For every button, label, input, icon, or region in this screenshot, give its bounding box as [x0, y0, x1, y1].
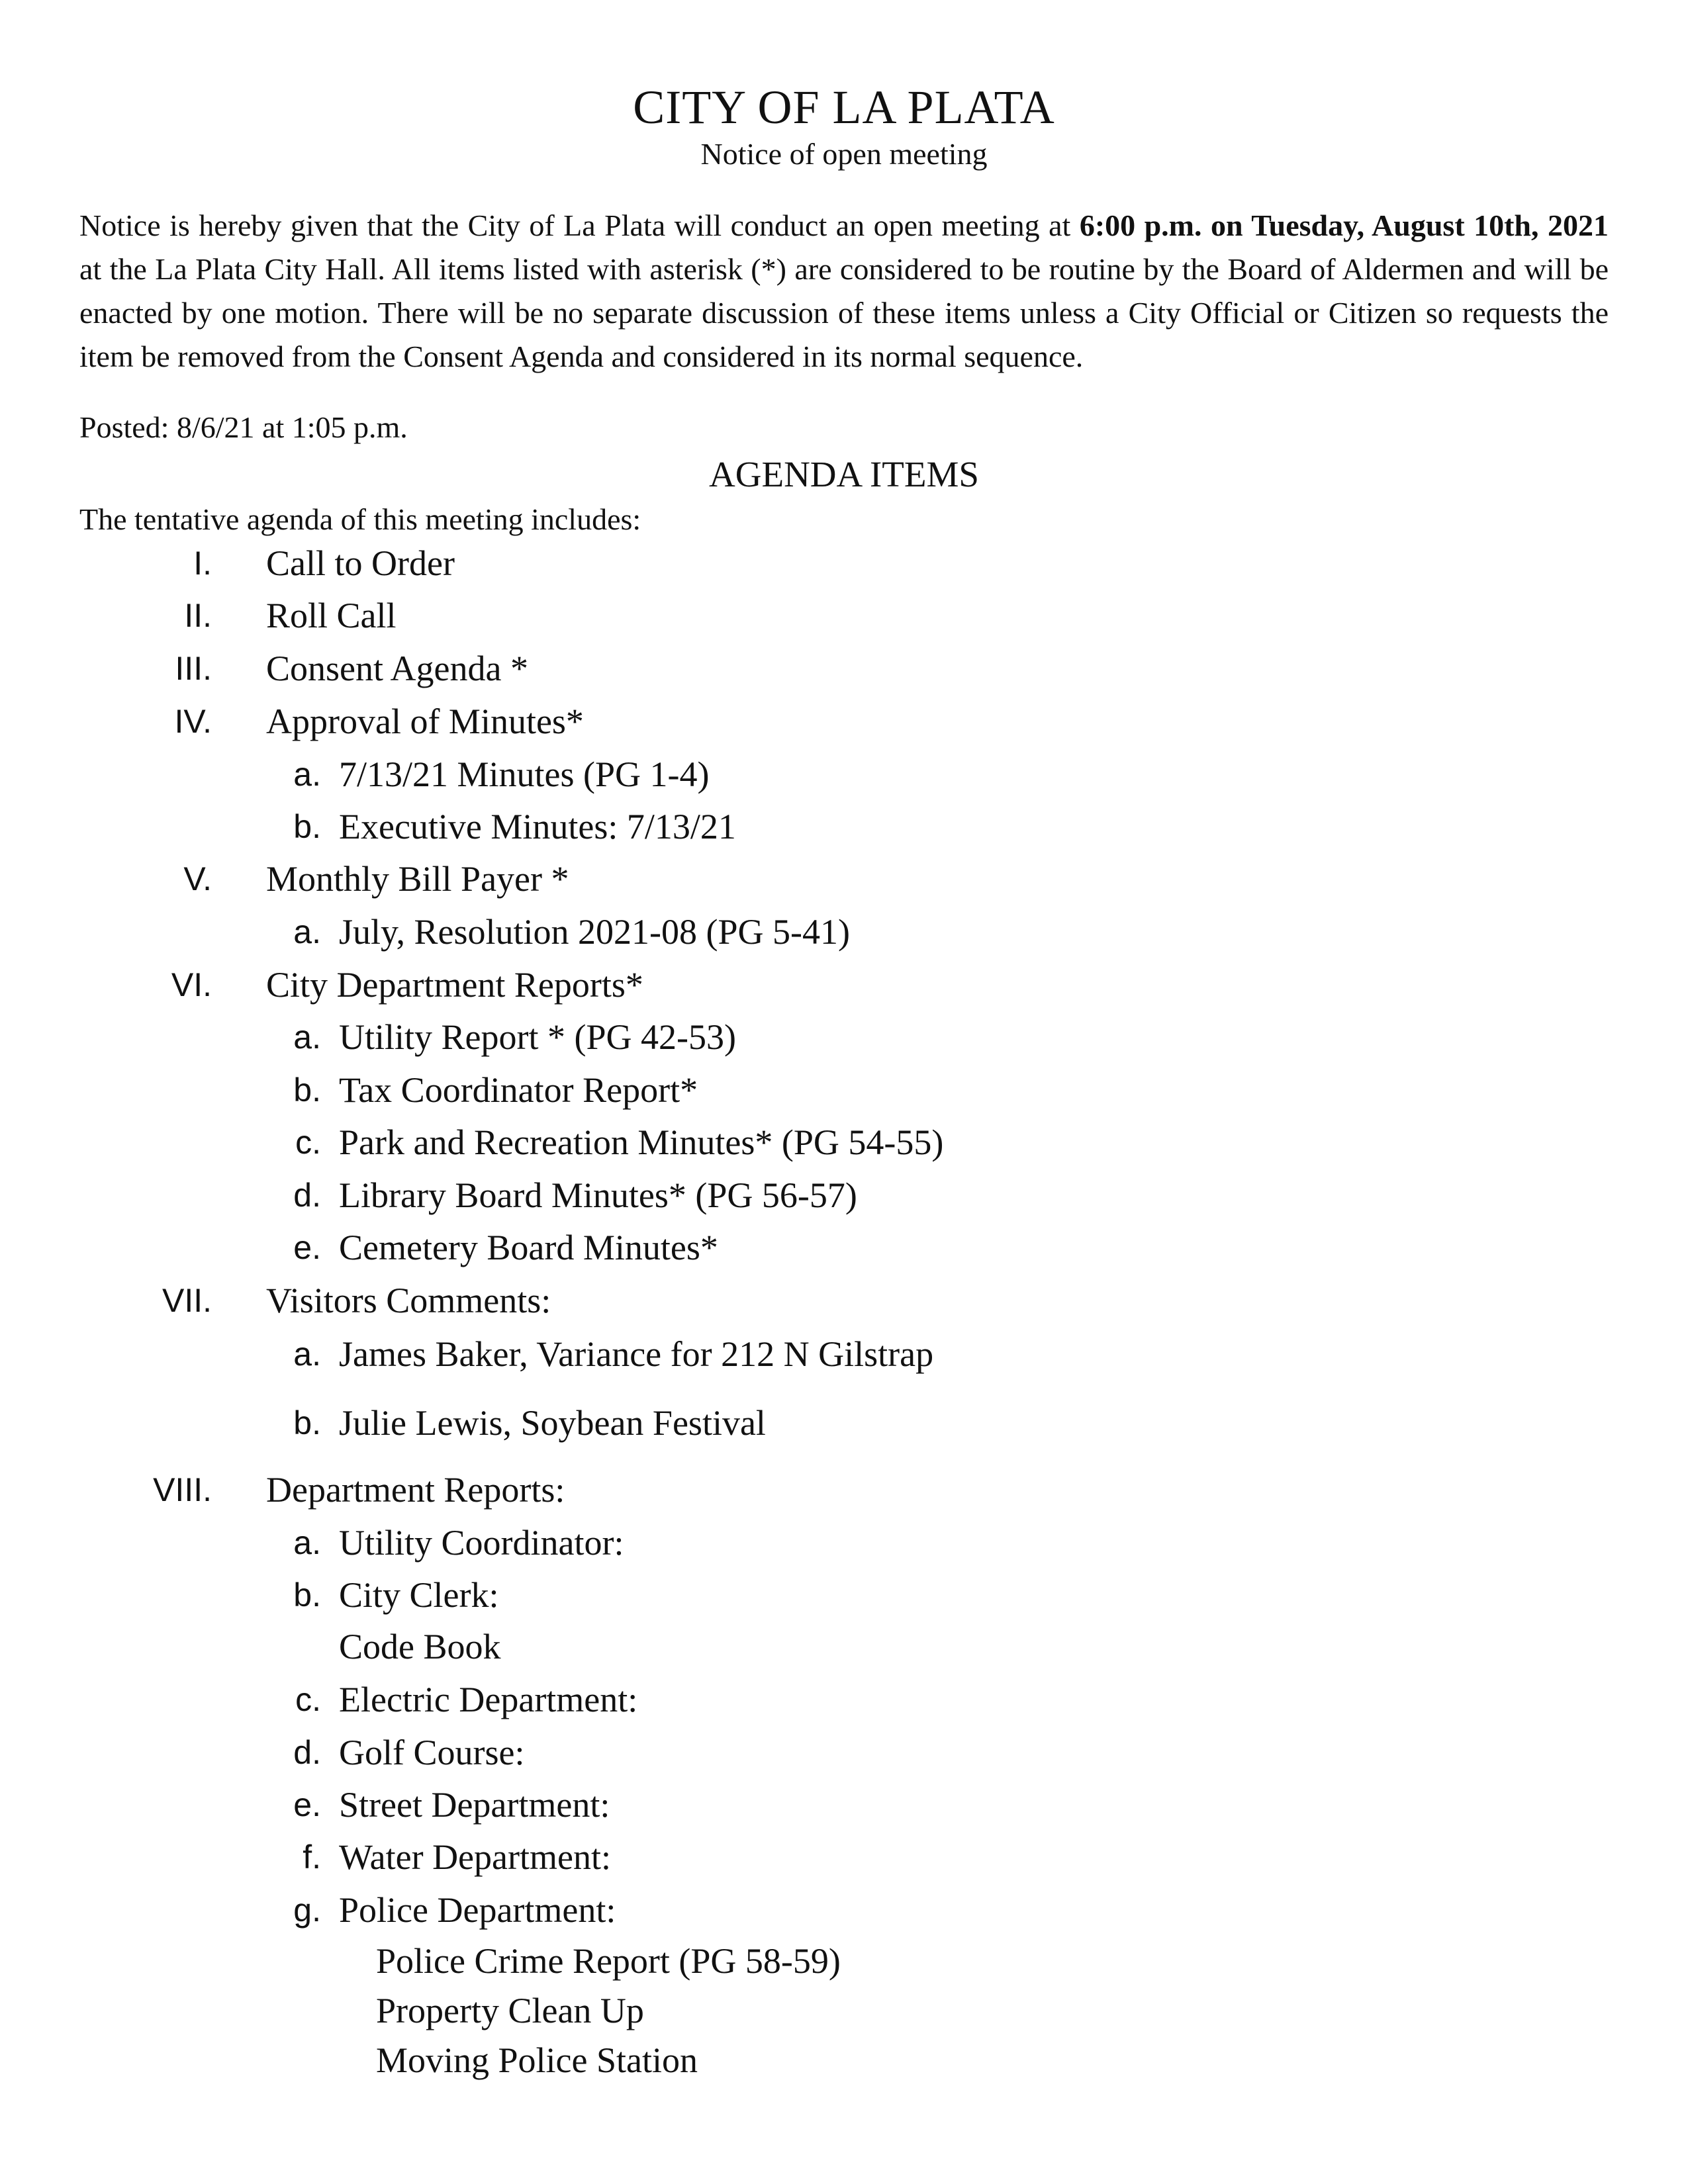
agenda-subitem: July, Resolution 2021-08 (PG 5-41): [339, 912, 850, 952]
agenda-subletter: a.: [293, 913, 321, 950]
agenda-subletter: g.: [293, 1891, 321, 1929]
agenda-intro: The tentative agenda of this meeting includes:: [79, 502, 641, 536]
posted-date: Posted: 8/6/21 at 1:05 p.m.: [79, 410, 408, 444]
agenda-subletter: a.: [293, 1019, 321, 1056]
agenda-subletter: a.: [293, 1336, 321, 1373]
agenda-subitem: Police Department:: [339, 1890, 616, 1930]
agenda-subletter: c.: [295, 1681, 321, 1718]
agenda-numeral: V.: [183, 860, 212, 897]
agenda-subletter: b.: [293, 1071, 321, 1109]
agenda-item: City Department Reports*: [266, 965, 643, 1005]
agenda-subitem: Golf Course:: [339, 1733, 525, 1772]
agenda-numeral: I.: [193, 545, 212, 582]
notice-intro: Notice is hereby given that the City of La Plata will conduct an open meeting at: [79, 208, 1080, 242]
agenda-numeral: VII.: [162, 1282, 212, 1319]
agenda-numeral: III.: [175, 650, 212, 687]
agenda-subletter: e.: [293, 1229, 321, 1266]
agenda-item: Roll Call: [266, 596, 397, 635]
agenda-subitem: Utility Report * (PG 42-53): [339, 1017, 736, 1057]
agenda-subletter: b.: [293, 1404, 321, 1441]
agenda-subletter: a.: [293, 1524, 321, 1561]
notice-meeting-time: 6:00 p.m. on Tuesday, August 10th, 2021: [1079, 208, 1609, 242]
agenda-subletter: d.: [293, 1734, 321, 1771]
agenda-item: Call to Order: [266, 543, 455, 583]
agenda-item: Monthly Bill Payer *: [266, 859, 569, 899]
agenda-subitem: James Baker, Variance for 212 N Gilstrap: [339, 1334, 934, 1374]
meeting-notice-paragraph: [79, 204, 1609, 379]
agenda-subitem: Executive Minutes: 7/13/21: [339, 807, 736, 846]
agenda-subletter: b.: [293, 1576, 321, 1614]
agenda-subletter: b.: [293, 808, 321, 845]
agenda-subitem: 7/13/21 Minutes (PG 1-4): [339, 754, 710, 794]
notice-rest: at the La Plata City Hall. All items listed with asterisk (*) are considered to be routine by the Board of Aldermen and will be enacted by one motion. There will be no separate discussion of these items unless a City Official or Citizen so requests the item be removed from the Consent Agenda and considered in its normal sequence.: [79, 252, 1609, 373]
agenda-subitem: Tax Coordinator Report*: [339, 1070, 698, 1110]
agenda-subnote: Police Crime Report (PG 58-59): [376, 1941, 841, 1981]
agenda-subitem: Street Department:: [339, 1785, 610, 1825]
agenda-heading: AGENDA ITEMS: [709, 454, 979, 494]
agenda-subnote: Moving Police Station: [376, 2040, 698, 2080]
agenda-subitem: Utility Coordinator:: [339, 1523, 624, 1563]
agenda-numeral: VI.: [171, 966, 212, 1003]
agenda-subletter: d.: [293, 1177, 321, 1214]
agenda-subitem: Park and Recreation Minutes* (PG 54-55): [339, 1122, 944, 1162]
agenda-subitem: Electric Department:: [339, 1680, 638, 1719]
document-subtitle: Notice of open meeting: [700, 137, 988, 171]
agenda-item: Approval of Minutes*: [266, 702, 584, 741]
agenda-subletter: c.: [295, 1124, 321, 1161]
agenda-subnote: Property Clean Up: [376, 1991, 644, 2030]
agenda-subletter: a.: [293, 756, 321, 793]
agenda-subitem: City Clerk:: [339, 1575, 499, 1615]
agenda-item: Consent Agenda *: [266, 649, 528, 688]
agenda-subitem: Cemetery Board Minutes*: [339, 1228, 718, 1267]
agenda-subitem: Water Department:: [339, 1837, 611, 1877]
document-title: CITY OF LA PLATA: [633, 81, 1055, 134]
agenda-numeral: II.: [184, 597, 212, 634]
agenda-item: Visitors Comments:: [266, 1281, 551, 1320]
agenda-note: Code Book: [339, 1627, 501, 1666]
agenda-numeral: VIII.: [153, 1471, 212, 1508]
agenda-subitem: Library Board Minutes* (PG 56-57): [339, 1175, 857, 1215]
agenda-subletter: e.: [293, 1786, 321, 1823]
agenda-item: Department Reports:: [266, 1470, 565, 1510]
agenda-subitem: Julie Lewis, Soybean Festival: [339, 1403, 766, 1443]
agenda-subletter: f.: [303, 1839, 321, 1876]
agenda-numeral: IV.: [174, 703, 212, 740]
